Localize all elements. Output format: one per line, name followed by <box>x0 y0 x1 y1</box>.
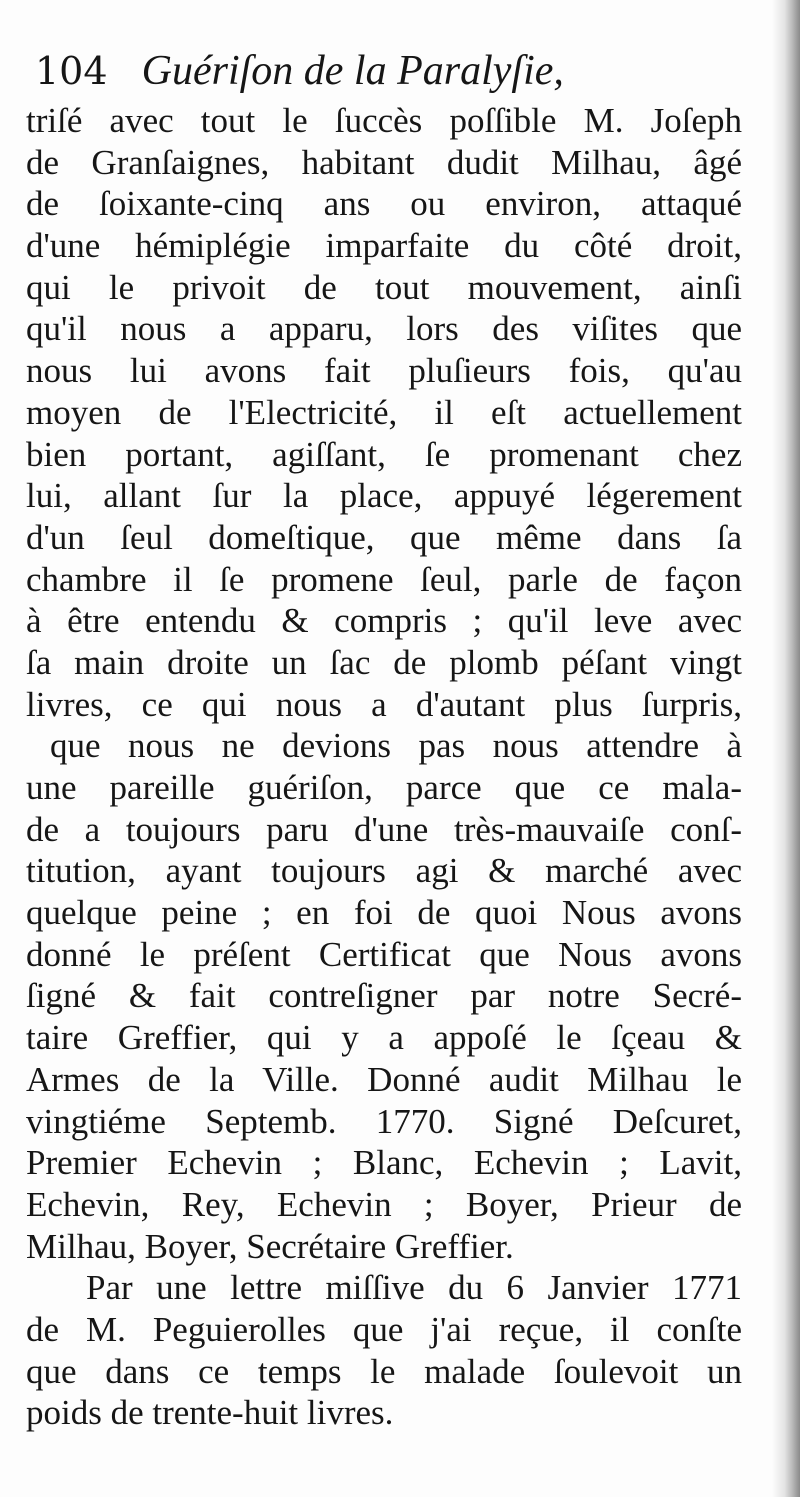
text-line: d'un ſeul domeſtique, que même dans ſa <box>26 517 742 557</box>
text-line: qui le privoit de tout mouvement, ainſi <box>26 267 742 307</box>
text-line: à être entendu & compris ; qu'il leve avec <box>26 601 742 641</box>
text-line: bien portant, agiſſant, ſe promenant chez <box>26 434 742 474</box>
text-line: triſé avec tout le ſuccès poſſible M. Joſeph <box>26 101 742 140</box>
text-line: Par une lettre miſſive du 6 Janvier 1771 <box>86 1268 742 1308</box>
running-title: Guériſon de la Paralyſie, <box>141 48 564 94</box>
text-line: nous lui avons fait pluſieurs fois, qu'au <box>26 351 742 391</box>
body-text <box>26 100 742 1434</box>
text-line: d'une hémiplégie imparfaite du côté droit, <box>26 226 742 266</box>
text-line: ſigné & fait contreſigner par notre Secré- <box>26 976 742 1016</box>
text-line: taire Greffier, qui y a appoſé le ſçeau & <box>26 1018 742 1058</box>
text-line: de Granſaignes, habitant dudit Milhau, âgé <box>26 142 742 182</box>
page-edge-shadow <box>772 0 800 1497</box>
text-line: qu'il nous a apparu, lors des viſites que <box>26 309 742 349</box>
page-number: 104 <box>35 49 108 93</box>
text-line: moyen de l'Electricité, il eſt actuellement <box>26 392 742 432</box>
text-line: de ſoixante-cinq ans ou environ, attaqué <box>26 184 742 224</box>
text-line: de a toujours paru d'une très-mauvaiſe conſ- <box>26 809 742 849</box>
text-line: poids de trente-huit livres. <box>26 1393 394 1433</box>
text-line: lui, allant ſur la place, appuyé légerement <box>26 476 742 516</box>
text-line: ſa main droite un ſac de plomb péſant vingt <box>26 642 742 682</box>
text-line: chambre il ſe promene ſeul, parle de façon <box>26 559 742 599</box>
text-line: livres, ce qui nous a d'autant plus ſurpris, <box>26 684 742 724</box>
text-line: Echevin, Rey, Echevin ; Boyer, Prieur de <box>26 1184 742 1224</box>
text-line: que nous ne devions pas nous attendre à <box>50 726 742 766</box>
text-line: de M. Peguierolles que j'ai reçue, il conſte <box>26 1309 742 1349</box>
text-line: vingtiéme Septemb. 1770. Signé Deſcuret, <box>26 1101 742 1141</box>
text-line: donné le préſent Certificat que Nous avons <box>26 934 742 974</box>
text-line: Milhau, Boyer, Secrétaire Greffier. <box>26 1226 514 1266</box>
text-line: quelque peine ; en foi de quoi Nous avons <box>26 893 742 933</box>
text-line: titution, ayant toujours agi & marché avec <box>26 851 742 891</box>
text-line: une pareille guériſon, parce que ce mala- <box>26 768 742 807</box>
text-line: Premier Echevin ; Blanc, Echevin ; Lavit, <box>26 1143 742 1183</box>
text-line: Armes de la Ville. Donné audit Milhau le <box>26 1059 742 1099</box>
text-line: que dans ce temps le malade ſoulevoit un <box>26 1351 742 1391</box>
page-header <box>35 46 735 96</box>
